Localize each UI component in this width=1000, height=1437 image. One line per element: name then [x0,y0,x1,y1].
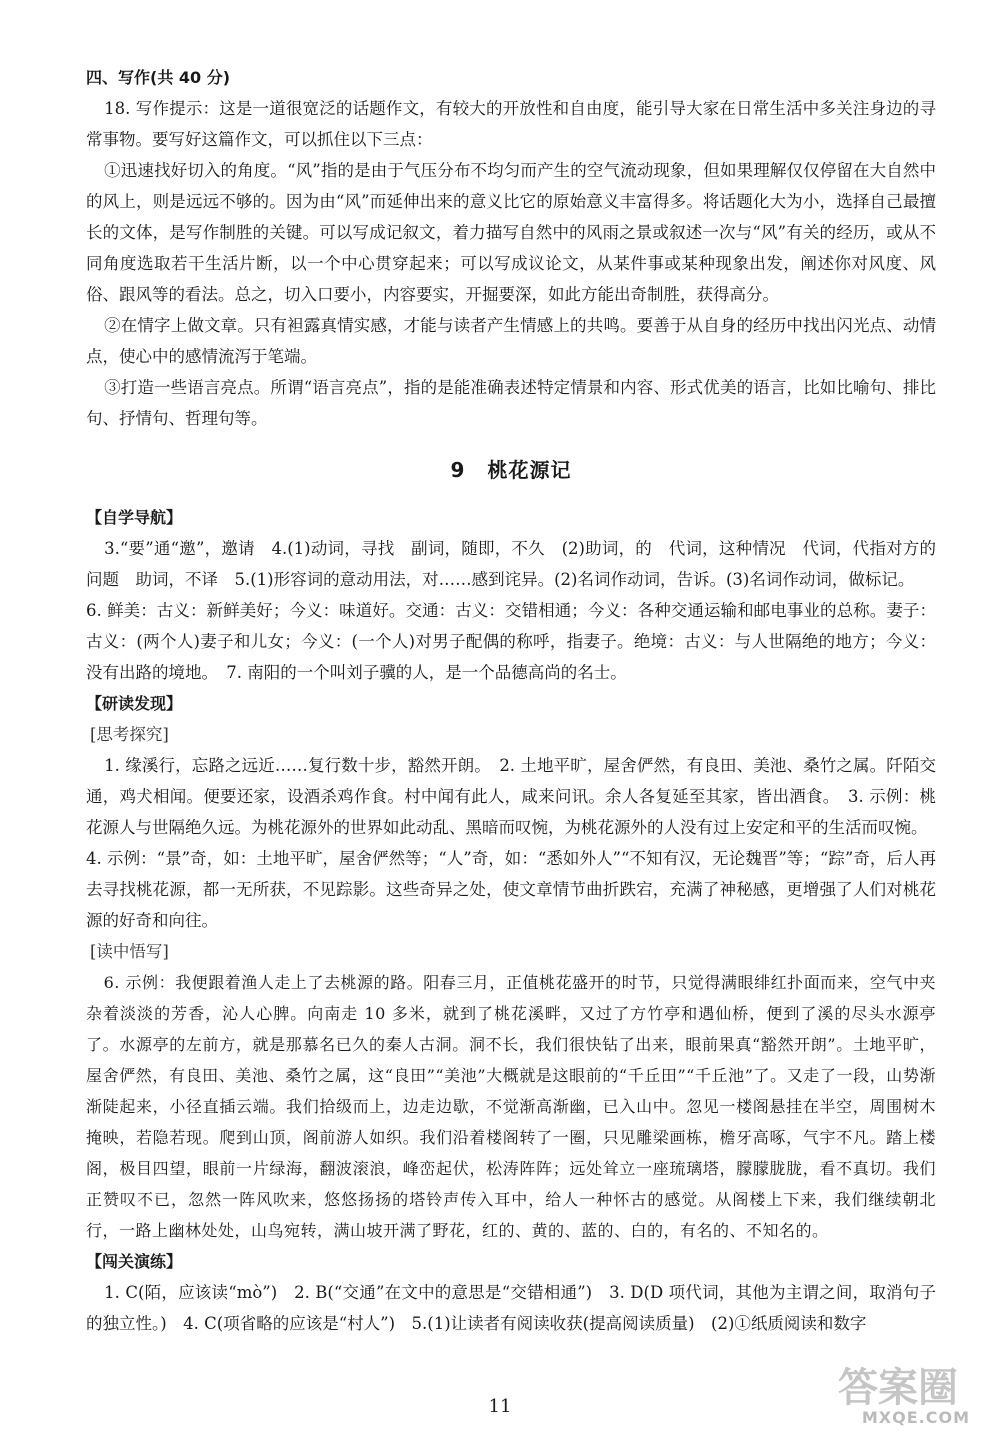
yandu-answers-2: 4. 示例：“景”奇，如：土地平旷，屋舍俨然等；“人”奇，如：“悉如外人”“不知有汉，无论魏晋”等；“踪”奇，后人再去寻找桃花源，都一无所获，不见踪影。这些奇异之处，使文章情节曲折跌宕，充满了神秘感，更增强了人们对桃花源的好奇和向往。 [86,849,936,930]
zixue-answers-2: 6. 鲜美：古义：新鲜美好；今义：味道好。交通：古义：交错相通；今义：各种交通运输和邮电事业的总称。妻子：古义：(两个人)妻子和儿女；今义：(一个人)对男子配偶的称呼，指妻子。绝境：古义：与人世隔绝的地方；今义：没有出路的境地。 7. 南阳的一个叫刘子骥的人，是一个品德高尚的名士。 [86,601,936,682]
document-page [86,62,936,1339]
yandu-answers-1: 1. 缘溪行，忘路之远近……复行数十步，豁然开朗。 2. 土地平旷，屋舍俨然，有良田、美池、桑竹之属。阡陌交通，鸡犬相闻。便要还家，设酒杀鸡作食。村中闻有此人，咸来问讯。余人各复延至其家，皆出酒食。 3. 示例：桃花源人与世隔绝久远。为桃花源外的世界如此动乱、黑暗而叹惋，为桃花源外的人没有过上安定和平的生活而叹惋。 [86,756,936,837]
writing-point-3: ③打造一些语言亮点。所谓“语言亮点”，指的是能准确表述特定情景和内容、形式优美的语言，比如比喻句、排比句、抒情句、哲理句等。 [86,378,936,428]
lesson-number: 9 [450,458,466,482]
section-heading-chuangguan: 【闯关演练】 [86,1252,183,1271]
watermark-url: MXQE.COM [861,1408,970,1427]
section-heading-zixue: 【自学导航】 [86,508,183,527]
watermark-text: 答案圈 [838,1365,958,1411]
writing-point-2: ②在情字上做文章。只有袒露真情实感，才能与读者产生情感上的共鸣。要善于从自身的经历中找出闪光点、动情点，使心中的感情流泻于笔端。 [86,316,936,366]
section-heading-yandu: 【研读发现】 [86,694,183,713]
duzhong-essay: 6. 示例：我便跟着渔人走上了去桃源的路。阳春三月，正值桃花盛开的时节，只觉得满眼绯红扑面而来，空气中夹杂着淡淡的芳香，沁人心脾。向南走 10 多米，就到了桃花溪畔，又过了方竹亭和遇仙桥，便到了溪的尽头水源亭了。水源亭的左前方，就是那慕名已久的秦人古洞。洞不长，我们很快钻了出来，眼前果真“豁然开朗”。土地平旷，屋舍俨然，有良田、美池、桑竹之属，这“良田”“美池”大概就是这眼前的“千丘田”“千丘池”了。又走了一段，山势渐渐陡起来，小径直插云端。我们拾级而上，边走边歇，不觉渐高渐幽，已入山中。忽见一楼阁悬挂在半空，周围树木掩映，若隐若现。爬到山顶，阁前游人如织。我们沿着楼阁转了一圈，只见雕梁画栋，檐牙高啄，气宇不凡。踏上楼阁，极目四望，眼前一片绿海，翻波滚浪，峰峦起伏，松涛阵阵；远处耸立一座琉璃塔，朦朦胧胧，看不真切。我们正赞叹不已，忽然一阵风吹来，悠悠扬扬的塔铃声传入耳中，给人一种怀古的感觉。从阁楼上下来，我们继续朝北行，一路上幽林处处，山鸟宛转，满山坡开满了野花，红的、黄的、蓝的、白的，有名的、不知名的。 [86,973,936,1240]
lesson-name: 桃花源记 [487,458,572,482]
watermark-logo [830,1350,970,1430]
page-number: 11 [488,1396,512,1417]
subheading-duzhong: [读中悟写] [90,942,169,961]
lesson-title [86,450,936,490]
chuangguan-answers: 1. C(陌，应该读“mò”) 2. B(“交通”在文中的意思是“交错相通”) 3. D(D 项代词，其他为主谓之间，取消句子的独立性。) 4. C(项省略的应该是“村人”) 5.(1)让读者有阅读收获(提高阅读质量) (2)①纸质阅读和数字 [86,1283,936,1333]
zixue-answers-1: 3.“要”通“邀”，邀请 4.(1)动词，寻找 副词，随即，不久 (2)助词，的 代词，这种情况 代词，代指对方的问题 助词，不译 5.(1)形容词的意动用法，对……感到诧异。(2)名词作动词，告诉。(3)名词作动词，做标记。 [86,539,936,589]
section-heading-writing: 四、写作(共 40 分) [86,68,231,87]
writing-tip-paragraph: 18. 写作提示：这是一道很宽泛的话题作文，有较大的开放性和自由度，能引导大家在日常生活中多关注身边的寻常事物。要写好这篇作文，可以抓住以下三点： [86,99,936,149]
subheading-sikao: [思考探究] [90,725,169,744]
writing-point-1: ①迅速找好切入的角度。“风”指的是由于气压分布不均匀而产生的空气流动现象，但如果理解仅仅停留在大自然中的风上，则是远远不够的。因为由“风”而延伸出来的意义比它的原始意义丰富得多。将话题化大为小，选择自己最擅长的文体，是写作制胜的关键。可以写成记叙文，着力描写自然中的风雨之景或叙述一次与“风”有关的经历，或从不同角度选取若干生活片断，以一个中心贯穿起来；可以写成议论文，从某件事或某种现象出发，阐述你对风度、风俗、跟风等的看法。总之，切入口要小，内容要实，开掘要深，如此方能出奇制胜，获得高分。 [86,161,936,304]
